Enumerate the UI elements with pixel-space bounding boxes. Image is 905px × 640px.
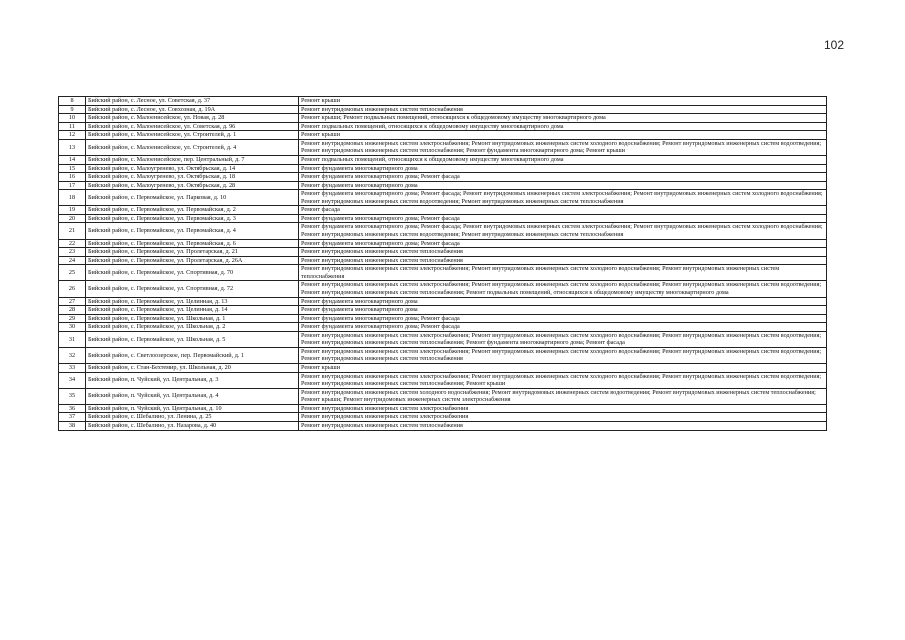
work-types-cell: Ремонт внутридомовых инженерных систем теплоснабжения: [299, 248, 827, 257]
address-cell: Бийский район, с. Первомайское, ул. Спортивная, д. 72: [86, 281, 299, 297]
table-row: [59, 173, 827, 182]
work-types-cell: Ремонт внутридомовых инженерных систем электроснабжения: [299, 404, 827, 413]
row-number-cell: 20: [59, 214, 86, 223]
table-row: [59, 388, 827, 404]
work-types-cell: Ремонт фундамента многоквартирного дома; Ремонт фасада: [299, 323, 827, 332]
address-cell: Бийский район, с. Первомайское, ул. Пролетарская, д. 21: [86, 248, 299, 257]
table-row: [59, 105, 827, 114]
work-types-cell: Ремонт подвальных помещений, относящихся к общедомовому имуществу многоквартирного дома: [299, 155, 827, 164]
table-row: [59, 155, 827, 164]
table-row: [59, 413, 827, 422]
work-types-cell: Ремонт внутридомовых инженерных систем электроснабжения; Ремонт внутридомовых инженерных систем холодного водоснабжения; Ремонт внутридомовых инженерных систем водоотведения; Ремонт внутридомовых инженерных систем теплоснабжения; Ремонт фундамента многоквартирного дома; Ремонт фасада: [299, 331, 827, 347]
address-cell: Бийский район, с. Лесное, ул. Совхозная, д. 19А: [86, 105, 299, 114]
address-cell: Бийский район, с. Первомайское, ул. Школьная, д. 2: [86, 323, 299, 332]
row-number-cell: 27: [59, 297, 86, 306]
address-cell: Бийский район, с. Первомайское, ул. Первомайская, д. 6: [86, 239, 299, 248]
address-cell: Бийский район, с. Первомайское, ул. Целинная, д. 13: [86, 297, 299, 306]
table-row: [59, 131, 827, 140]
address-cell: Бийский район, с. Первомайское, ул. Школьная, д. 1: [86, 314, 299, 323]
row-number-cell: 36: [59, 404, 86, 413]
work-types-cell: Ремонт фундамента многоквартирного дома; Ремонт фасада: [299, 173, 827, 182]
row-number-cell: 33: [59, 364, 86, 373]
row-number-cell: 30: [59, 323, 86, 332]
row-number-cell: 22: [59, 239, 86, 248]
row-number-cell: 17: [59, 181, 86, 190]
table-row: [59, 372, 827, 388]
table-row: [59, 181, 827, 190]
work-types-cell: Ремонт внутридомовых инженерных систем электроснабжения; Ремонт внутридомовых инженерных систем холодного водоснабжения; Ремонт внутридомовых инженерных систем теплоснабжения: [299, 265, 827, 281]
work-types-cell: Ремонт фундамента многоквартирного дома: [299, 181, 827, 190]
work-types-cell: Ремонт фундамента многоквартирного дома; Ремонт фасада; Ремонт внутридомовых инженерных систем электроснабжения; Ремонт внутридомовых инженерных систем холодного водоснабжения; Ремонт внутридомовых инженерных систем водоотведения; Ремонт внутридомовых инженерных систем теплоснабжения: [299, 223, 827, 239]
row-number-cell: 24: [59, 256, 86, 265]
table-row: [59, 256, 827, 265]
row-number-cell: 38: [59, 421, 86, 430]
table-row: [59, 281, 827, 297]
row-number-cell: 31: [59, 331, 86, 347]
table-row: [59, 314, 827, 323]
table-row: [59, 97, 827, 106]
row-number-cell: 13: [59, 139, 86, 155]
work-types-cell: Ремонт внутридомовых инженерных систем теплоснабжения: [299, 421, 827, 430]
table-row: [59, 306, 827, 315]
address-cell: Бийский район, с. Малоенисейское, ул. Строителей, д. 1: [86, 131, 299, 140]
row-number-cell: 14: [59, 155, 86, 164]
work-types-cell: Ремонт внутридомовых инженерных систем электроснабжения; Ремонт внутридомовых инженерных систем холодного водоснабжения; Ремонт внутридомовых инженерных систем водоотведения; Ремонт внутридомовых инженерных систем теплоснабжения: [299, 347, 827, 363]
table-row: [59, 223, 827, 239]
row-number-cell: 11: [59, 122, 86, 131]
row-number-cell: 21: [59, 223, 86, 239]
table-row: [59, 323, 827, 332]
address-cell: Бийский район, с. Первомайское, ул. Первомайская, д. 2: [86, 206, 299, 215]
table-row: [59, 239, 827, 248]
work-types-cell: Ремонт фундамента многоквартирного дома; Ремонт фасада; Ремонт внутридомовых инженерных систем электроснабжения; Ремонт внутридомовых инженерных систем холодного водоснабжения; Ремонт внутридомовых инженерных систем водоотведения; Ремонт внутридомовых инженерных систем теплоснабжения: [299, 190, 827, 206]
page-number: 102: [823, 38, 844, 52]
address-cell: Бийский район, с. Лесное, ул. Советская, д. 37: [86, 97, 299, 106]
table-row: [59, 364, 827, 373]
row-number-cell: 8: [59, 97, 86, 106]
row-number-cell: 10: [59, 114, 86, 123]
table-row: [59, 114, 827, 123]
row-number-cell: 12: [59, 131, 86, 140]
address-cell: Бийский район, с. Малоугренево, ул. Октябрьская, д. 28: [86, 181, 299, 190]
table-row: [59, 122, 827, 131]
row-number-cell: 18: [59, 190, 86, 206]
row-number-cell: 26: [59, 281, 86, 297]
work-types-cell: Ремонт крыши; Ремонт подвальных помещений, относящихся к общедомовому имуществу многоквартирного дома: [299, 114, 827, 123]
table-row: [59, 164, 827, 173]
address-cell: Бийский район, с. Первомайское, ул. Школьная, д. 5: [86, 331, 299, 347]
work-types-cell: Ремонт крыши: [299, 364, 827, 373]
work-types-cell: Ремонт фундамента многоквартирного дома: [299, 306, 827, 315]
work-types-cell: Ремонт внутридомовых инженерных систем холодного водоснабжения; Ремонт внутридомовых инженерных систем водоотведения; Ремонт внутридомовых инженерных систем теплоснабжения; Ремонт крыши; Ремонт внутридомовых инженерных систем электроснабжения: [299, 388, 827, 404]
row-number-cell: 25: [59, 265, 86, 281]
work-types-cell: Ремонт фундамента многоквартирного дома: [299, 297, 827, 306]
work-types-cell: Ремонт внутридомовых инженерных систем электроснабжения; Ремонт внутридомовых инженерных систем холодного водоснабжения; Ремонт внутридомовых инженерных систем водоотведения; Ремонт внутридомовых инженерных систем теплоснабжения; Ремонт подвальных помещений, относящихся к общедомовому имуществу многоквартирного дома: [299, 281, 827, 297]
table-body: [59, 97, 827, 431]
row-number-cell: 23: [59, 248, 86, 257]
work-types-cell: Ремонт внутридомовых инженерных систем электроснабжения; Ремонт внутридомовых инженерных систем холодного водоснабжения; Ремонт внутридомовых инженерных систем водоотведения; Ремонт внутридомовых инженерных систем теплоснабжения; Ремонт фундамента многоквартирного дома; Ремонт крыши: [299, 139, 827, 155]
row-number-cell: 34: [59, 372, 86, 388]
table-row: [59, 214, 827, 223]
table-row: [59, 331, 827, 347]
address-cell: Бийский район, с. Малоенисейское, ул. Строителей, д. 4: [86, 139, 299, 155]
row-number-cell: 29: [59, 314, 86, 323]
repair-works-table: [58, 96, 827, 431]
work-types-cell: Ремонт фундамента многоквартирного дома; Ремонт фасада: [299, 214, 827, 223]
work-types-cell: Ремонт фундамента многоквартирного дома: [299, 164, 827, 173]
table-row: [59, 206, 827, 215]
address-cell: Бийский район, с. Светлоозерское, пер. Первомайский, д. 1: [86, 347, 299, 363]
row-number-cell: 19: [59, 206, 86, 215]
table-row: [59, 190, 827, 206]
address-cell: Бийский район, с. Шебалино, ул. Назарова, д. 40: [86, 421, 299, 430]
work-types-cell: Ремонт внутридомовых инженерных систем электроснабжения: [299, 413, 827, 422]
row-number-cell: 35: [59, 388, 86, 404]
address-cell: Бийский район, с. Малоугренево, ул. Октябрьская, д. 18: [86, 173, 299, 182]
address-cell: Бийский район, с. Шебалино, ул. Ленина, д. 25: [86, 413, 299, 422]
row-number-cell: 9: [59, 105, 86, 114]
row-number-cell: 16: [59, 173, 86, 182]
address-cell: Бийский район, с. Первомайское, ул. Целинная, д. 14: [86, 306, 299, 315]
address-cell: Бийский район, с. Первомайское, ул. Спортивная, д. 70: [86, 265, 299, 281]
table-row: [59, 139, 827, 155]
address-cell: Бийский район, п. Чуйский, ул. Центральная, д. 3: [86, 372, 299, 388]
table-row: [59, 248, 827, 257]
address-cell: Бийский район, с. Первомайское, ул. Первомайская, д. 3: [86, 214, 299, 223]
row-number-cell: 32: [59, 347, 86, 363]
table-row: [59, 404, 827, 413]
address-cell: Бийский район, п. Чуйский, ул. Центральная, д. 10: [86, 404, 299, 413]
address-cell: Бийский район, с. Первомайское, ул. Первомайская, д. 4: [86, 223, 299, 239]
work-types-cell: Ремонт крыши: [299, 131, 827, 140]
table-row: [59, 265, 827, 281]
address-cell: Бийский район, с. Малоенисейское, пер. Центральный, д. 7: [86, 155, 299, 164]
row-number-cell: 28: [59, 306, 86, 315]
row-number-cell: 37: [59, 413, 86, 422]
work-types-cell: Ремонт внутридомовых инженерных систем теплоснабжения: [299, 256, 827, 265]
address-cell: Бийский район, с. Первомайское, ул. Пролетарская, д. 26А: [86, 256, 299, 265]
work-types-cell: Ремонт фундамента многоквартирного дома; Ремонт фасада: [299, 314, 827, 323]
work-types-cell: Ремонт крыши: [299, 97, 827, 106]
address-cell: Бийский район, с. Стан-Бехтемир, ул. Школьная, д. 20: [86, 364, 299, 373]
address-cell: Бийский район, с. Малоенисейское, ул. Советская, д. 96: [86, 122, 299, 131]
work-types-cell: Ремонт внутридомовых инженерных систем теплоснабжения: [299, 105, 827, 114]
table-row: [59, 421, 827, 430]
row-number-cell: 15: [59, 164, 86, 173]
table-row: [59, 347, 827, 363]
table-row: [59, 297, 827, 306]
work-types-cell: Ремонт фундамента многоквартирного дома; Ремонт фасада: [299, 239, 827, 248]
work-types-cell: Ремонт фасада: [299, 206, 827, 215]
address-cell: Бийский район, с. Первомайское, ул. Парковая, д. 10: [86, 190, 299, 206]
address-cell: Бийский район, с. Малоугренево, ул. Октябрьская, д. 14: [86, 164, 299, 173]
work-types-cell: Ремонт внутридомовых инженерных систем электроснабжения; Ремонт внутридомовых инженерных систем холодного водоснабжения; Ремонт внутридомовых инженерных систем водоотведения; Ремонт внутридомовых инженерных систем теплоснабжения; Ремонт крыши: [299, 372, 827, 388]
address-cell: Бийский район, с. Малоенисейское, ул. Новая, д. 28: [86, 114, 299, 123]
work-types-cell: Ремонт подвальных помещений, относящихся к общедомовому имуществу многоквартирного дома: [299, 122, 827, 131]
address-cell: Бийский район, п. Чуйский, ул. Центральная, д. 4: [86, 388, 299, 404]
